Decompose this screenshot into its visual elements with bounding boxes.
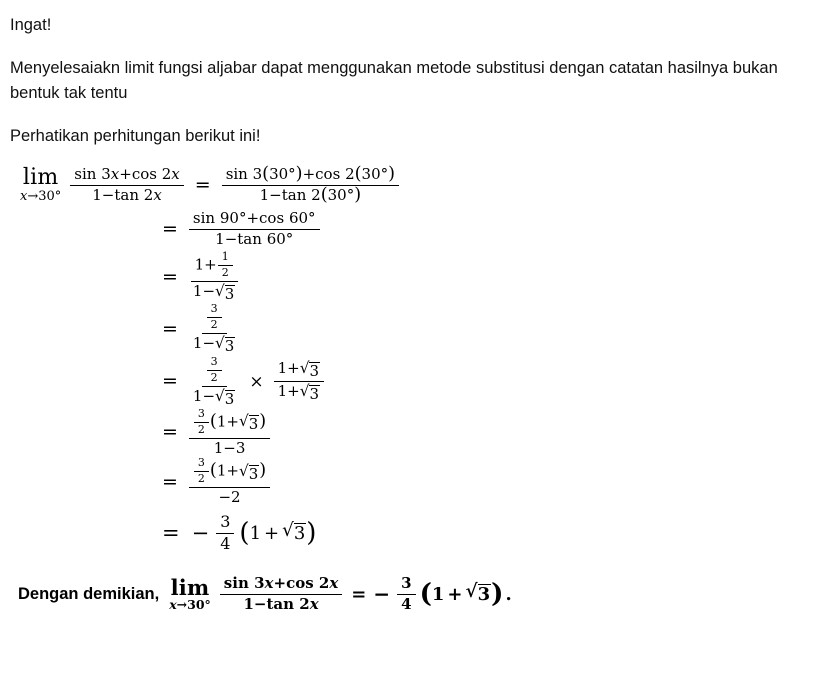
- page-title: Ingat!: [10, 16, 52, 34]
- equation-step-2: [10, 207, 828, 251]
- three-halves-fraction: $\frac{3}{2}$: [194, 457, 209, 486]
- step1-lhs-denominator: 1−tan 2x: [92, 185, 162, 204]
- conclusion-lead-text: Dengan demikian,: [18, 584, 160, 603]
- step1-left-side: [20, 166, 186, 204]
- step6-denominator: 1−3: [213, 438, 246, 457]
- conclusion-plus: +: [447, 583, 463, 605]
- conclusion-negative-sign: −: [373, 582, 391, 607]
- step3-denominator: 1− √ 3: [192, 282, 235, 304]
- step5-left-numerator: [202, 356, 227, 387]
- three-quarters-numerator: 3: [216, 513, 234, 534]
- sqrt-3-radical: √ 3: [215, 386, 235, 408]
- three-halves-fraction: $\frac{3}{2}$: [207, 356, 222, 385]
- step5-right-fraction: [274, 360, 324, 404]
- paren-open: (: [419, 579, 432, 610]
- sqrt-3-radical: √ 3: [282, 519, 306, 544]
- step1-rhs-numerator: sin 3(30°)+cos 2(30°): [222, 166, 399, 186]
- step1-lhs-numerator: sin 3x+cos 2x: [70, 166, 183, 186]
- conclusion-period: .: [505, 583, 512, 605]
- three-quarters-denominator: 4: [220, 533, 231, 553]
- equals-sign-5: =: [162, 370, 178, 393]
- equals-sign-3: =: [162, 265, 178, 288]
- step6-fraction: [189, 408, 270, 458]
- three-halves-fraction: $\frac{3}{2}$: [194, 408, 209, 437]
- step7-numerator: $\frac{3}{2}$ (1+ √ 3 ): [189, 457, 270, 488]
- equals-sign-1: =: [194, 173, 211, 196]
- lim-subscript: x→30°: [169, 597, 211, 612]
- step8-inner-one: 1: [249, 522, 262, 544]
- step6-numerator: $\frac{3}{2}$ (1+ √ 3 ): [189, 408, 270, 439]
- equation-step-6: [10, 408, 828, 458]
- step5-left-denominator: 1− √ 3: [192, 386, 235, 408]
- step4-numerator: [202, 303, 227, 334]
- three-quarters-numerator: 3: [397, 575, 415, 595]
- equals-sign-4: =: [162, 318, 178, 341]
- step4-fraction: [189, 303, 239, 355]
- equation-step-7: [10, 457, 828, 507]
- negative-sign: −: [191, 521, 210, 546]
- step1-lhs-fraction: [70, 166, 183, 204]
- note-paragraph: Menyelesaiakn limit fungsi aljabar dapat menggunakan metode substitusi dengan catatan hasilnya bukan bentuk tak tentu: [10, 58, 778, 103]
- step5-right-numerator: 1+ √ 3: [274, 360, 324, 382]
- step2-denominator: 1−tan 60°: [215, 229, 294, 248]
- lim-label: lim: [170, 575, 210, 600]
- conclusion-line: [10, 575, 828, 613]
- equation-step-5: [10, 356, 828, 408]
- conclusion-equals-sign: =: [351, 583, 367, 605]
- step8-plus: +: [264, 522, 280, 544]
- step1-rhs-fraction: [222, 166, 399, 204]
- sqrt-3-radical: √ 3: [299, 358, 320, 380]
- conclusion-numerator: sin 3x+cos 2x: [220, 575, 342, 595]
- instruction-paragraph: Perhatikan perhitungan berikut ini!: [10, 126, 261, 145]
- step3-fraction: [189, 251, 239, 303]
- equals-sign-8: =: [162, 520, 180, 545]
- three-halves-fraction: $\frac{3}{2}$: [207, 303, 222, 332]
- equation-step-3: [10, 251, 828, 303]
- three-quarters-fraction: [216, 513, 234, 554]
- step2-numerator: sin 90°+cos 60°: [189, 210, 320, 230]
- sqrt-3-radical: √ 3: [299, 382, 320, 404]
- equation-step-1: [10, 163, 828, 207]
- equals-sign-6: =: [162, 421, 178, 444]
- lim-label: lim: [22, 165, 59, 191]
- limit-operator: [20, 167, 61, 203]
- sqrt-3-radical: √ 3: [215, 282, 235, 304]
- three-quarters-denominator: 4: [401, 594, 412, 613]
- step7-fraction: [189, 457, 270, 507]
- step3-numerator: 1+ $\frac{1}{2}$: [191, 251, 238, 282]
- step5-left-fraction: [189, 356, 239, 408]
- step7-denominator: −2: [218, 488, 241, 507]
- sqrt-3-radical: √ 3: [238, 412, 259, 434]
- lim-subscript: x→30°: [20, 189, 62, 205]
- step2-fraction: [189, 210, 320, 248]
- step5-right-denominator: 1+ √ 3: [277, 382, 320, 404]
- paren-open: (: [239, 518, 250, 549]
- equals-sign-7: =: [162, 470, 178, 493]
- equation-list: [10, 163, 828, 559]
- step4-denominator: 1− √ 3: [192, 334, 235, 356]
- paren-close: ): [306, 518, 317, 549]
- one-half-fraction: $\frac{1}{2}$: [218, 251, 233, 280]
- conclusion-result: [373, 575, 511, 613]
- three-quarters-fraction: [397, 575, 415, 613]
- sqrt-3-radical: √ 3: [238, 461, 259, 483]
- equation-step-4: [10, 303, 828, 355]
- sqrt-3-radical: √ 3: [215, 334, 235, 356]
- conclusion-inner-one: 1: [431, 583, 445, 605]
- equals-sign-2: =: [162, 217, 178, 240]
- limit-operator: [169, 577, 211, 612]
- step1-rhs-denominator: 1−tan 2(30°): [259, 184, 362, 205]
- conclusion-fraction: [220, 575, 342, 613]
- sqrt-3-radical: √ 3: [465, 580, 491, 605]
- times-operator: ×: [249, 371, 264, 392]
- conclusion-expression: [169, 575, 512, 613]
- paren-close: ): [491, 579, 504, 610]
- conclusion-denominator: 1−tan 2x: [243, 594, 319, 613]
- equation-step-8: [10, 507, 828, 559]
